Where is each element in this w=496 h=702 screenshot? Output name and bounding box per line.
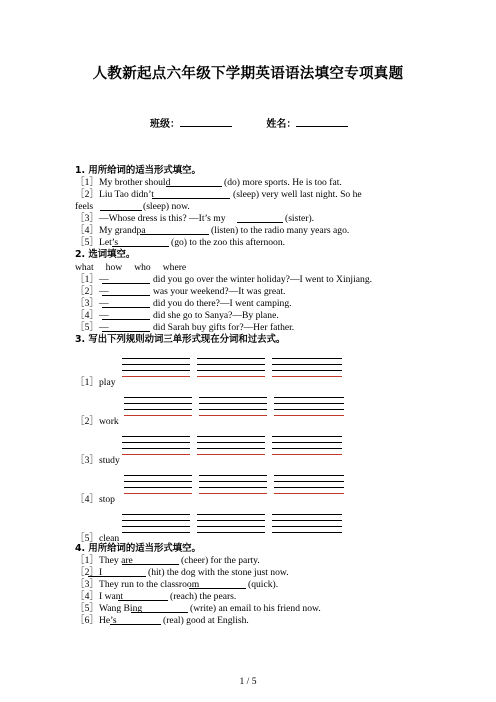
verb-form-blank[interactable] xyxy=(197,514,265,515)
verb-form-blank[interactable] xyxy=(272,358,342,359)
section1-heading: 1. 用所给词的适当形式填空。 xyxy=(75,165,201,176)
verb-form-blank[interactable] xyxy=(122,364,190,365)
item-number: ［1］ xyxy=(75,177,99,188)
verb-form-blank[interactable] xyxy=(274,409,344,410)
s1-item-3 xyxy=(75,213,226,225)
verb-form-blank[interactable] xyxy=(122,442,190,443)
verb-form-blank[interactable] xyxy=(122,514,190,515)
item-text-a: My brother should xyxy=(98,177,171,188)
s4-item-6-b: (real) good at English. xyxy=(163,615,249,626)
word-bank-item: how xyxy=(105,262,123,273)
word-bank-item: where xyxy=(162,262,187,273)
answer-blank[interactable] xyxy=(102,331,150,332)
verb-form-blank[interactable] xyxy=(197,526,265,527)
verb-form-blank[interactable] xyxy=(124,409,192,410)
verb-form-blank[interactable] xyxy=(199,397,267,398)
verb-form-blank[interactable] xyxy=(272,376,342,377)
s1-item-1-b: (do) more sports. He is too fat. xyxy=(224,177,342,188)
item-text-a: —Whose dress is this? —It’s my xyxy=(98,213,226,224)
section2-heading: 2. 选词填空。 xyxy=(75,249,136,260)
verb-form-blank[interactable] xyxy=(124,397,192,398)
verb-form-blank[interactable] xyxy=(124,415,192,416)
s4-item-5: ［5］Wang Bing xyxy=(75,603,143,614)
s1-item-2-cont-b: (sleep) now. xyxy=(143,201,190,212)
verb-form-blank[interactable] xyxy=(197,376,265,377)
verb-form-blank[interactable] xyxy=(274,487,344,488)
verb-form-blank[interactable] xyxy=(274,493,344,494)
s1-item-2 xyxy=(75,189,154,201)
section3-heading: 3. 写出下列规则动词三单形式现在分词和过去式。 xyxy=(75,334,286,345)
answer-blank[interactable] xyxy=(140,234,209,235)
item-text-a: feels xyxy=(75,201,94,212)
s4-item-2: ［2］I xyxy=(75,567,103,578)
item-number: ［2］ xyxy=(75,189,99,200)
verb-form-blank[interactable] xyxy=(122,532,190,533)
s4-item-6: ［6］He’s xyxy=(75,615,117,626)
answer-blank[interactable] xyxy=(110,624,161,625)
verb-row-play: ［1］play xyxy=(75,377,116,388)
verb-form-blank[interactable] xyxy=(124,493,192,494)
verb-form-blank[interactable] xyxy=(122,376,190,377)
verb-form-blank[interactable] xyxy=(197,442,265,443)
s4-item-3-b: (quick). xyxy=(248,579,279,590)
page-number: 1 / 5 xyxy=(239,676,257,687)
s4-item-1: ［1］They are xyxy=(75,555,133,566)
verb-form-blank[interactable] xyxy=(274,415,344,416)
s2-item-3: ［3］— xyxy=(75,298,109,309)
item-number: ［3］ xyxy=(75,213,99,224)
s2-item-1-b: did you go over the winter holiday?—I went to Xinjiang. xyxy=(153,274,373,285)
verb-form-blank[interactable] xyxy=(122,526,190,527)
s4-item-5-b: (write) an email to his friend now. xyxy=(190,603,321,614)
s2-item-1: ［1］— xyxy=(75,274,109,285)
s4-item-2-b: (hit) the dog with the stone just now. xyxy=(148,567,289,578)
verb-form-blank[interactable] xyxy=(124,403,192,404)
verb-form-blank[interactable] xyxy=(199,403,267,404)
answer-blank[interactable] xyxy=(102,307,150,308)
verb-form-blank[interactable] xyxy=(272,454,342,455)
verb-row-stop: ［4］stop xyxy=(75,494,115,505)
s2-item-4: ［4］— xyxy=(75,310,109,321)
item-number: ［4］ xyxy=(75,225,99,236)
page-title: 人教新起点六年级下学期英语语法填空专项真题 xyxy=(92,65,404,82)
verb-form-blank[interactable] xyxy=(197,364,265,365)
verb-form-blank[interactable] xyxy=(199,493,267,494)
verb-form-blank[interactable] xyxy=(274,403,344,404)
s1-item-1 xyxy=(75,177,170,189)
item-text-a: Liu Tao didn’t xyxy=(98,189,154,200)
word-bank xyxy=(75,262,198,273)
verb-form-blank[interactable] xyxy=(272,364,342,365)
answer-blank[interactable] xyxy=(237,222,283,223)
answer-blank[interactable] xyxy=(166,186,222,187)
answer-blank[interactable] xyxy=(102,295,150,296)
s1-item-3-b: (sister). xyxy=(285,213,315,224)
answer-blank[interactable] xyxy=(131,612,188,613)
answer-blank[interactable] xyxy=(122,564,179,565)
verb-row-clean: ［5］clean xyxy=(75,533,120,544)
student-info xyxy=(150,115,348,130)
verb-form-blank[interactable] xyxy=(199,409,267,410)
class-label: 班级： xyxy=(150,119,180,130)
verb-form-blank[interactable] xyxy=(122,454,190,455)
verb-form-blank[interactable] xyxy=(199,475,267,476)
verb-form-blank[interactable] xyxy=(122,370,190,371)
verb-form-blank[interactable] xyxy=(122,520,190,521)
section4-heading: 4. 用所给词的适当形式填空。 xyxy=(75,543,201,554)
verb-form-blank[interactable] xyxy=(197,436,265,437)
s4-item-4: ［4］I want xyxy=(75,591,124,602)
verb-form-blank[interactable] xyxy=(197,448,265,449)
verb-form-blank[interactable] xyxy=(122,436,190,437)
verb-form-blank[interactable] xyxy=(122,448,190,449)
verb-form-blank[interactable] xyxy=(272,436,342,437)
s1-item-5-b: (go) to the zoo this afternoon. xyxy=(171,237,286,248)
s2-item-5: ［5］— xyxy=(75,322,109,333)
s2-item-3-b: did you do there?—I went camping. xyxy=(153,298,292,309)
s4-item-1-b: (cheer) for the party. xyxy=(181,555,260,566)
verb-form-blank[interactable] xyxy=(197,370,265,371)
name-label: 姓名： xyxy=(266,119,297,130)
word-bank-item: what xyxy=(75,262,94,273)
verb-row-work: ［2］work xyxy=(75,416,119,427)
verb-form-blank[interactable] xyxy=(274,475,344,476)
verb-form-blank[interactable] xyxy=(272,448,342,449)
answer-blank[interactable] xyxy=(152,198,230,199)
answer-blank[interactable] xyxy=(112,246,169,247)
verb-form-blank[interactable] xyxy=(272,514,342,515)
s4-item-3: ［3］They run to the classroom xyxy=(75,579,200,590)
verb-form-blank[interactable] xyxy=(272,526,342,527)
answer-blank[interactable] xyxy=(102,283,150,284)
s1-item-4 xyxy=(75,225,146,237)
verb-form-blank[interactable] xyxy=(199,487,267,488)
class-blank[interactable] xyxy=(180,118,232,127)
answer-blank[interactable] xyxy=(88,576,146,577)
answer-blank[interactable] xyxy=(100,210,142,211)
s1-item-4-b: (listen) to the radio many years ago. xyxy=(211,225,350,236)
s1-item-5 xyxy=(75,237,118,249)
verb-form-blank[interactable] xyxy=(197,358,265,359)
answer-blank[interactable] xyxy=(189,588,246,589)
verb-row-study: ［3］study xyxy=(75,455,120,466)
answer-blank[interactable] xyxy=(102,319,150,320)
verb-form-blank[interactable] xyxy=(124,475,192,476)
verb-form-blank[interactable] xyxy=(197,532,265,533)
verb-form-blank[interactable] xyxy=(124,487,192,488)
s1-item-2-b: (sleep) very well last night. So he xyxy=(233,189,362,200)
item-text-a: My grandpa xyxy=(98,225,146,236)
word-bank-item: who xyxy=(134,262,151,273)
item-number: ［5］ xyxy=(75,237,99,248)
s2-item-2-b: was your weekend?—It was great. xyxy=(153,286,286,297)
verb-form-blank[interactable] xyxy=(124,481,192,482)
verb-form-blank[interactable] xyxy=(272,520,342,521)
s2-item-5-b: did Sarah buy gifts for?—Her father. xyxy=(153,322,295,333)
verb-form-blank[interactable] xyxy=(272,532,342,533)
item-text-a: Let’s xyxy=(98,237,119,248)
verb-form-blank[interactable] xyxy=(197,454,265,455)
name-blank[interactable] xyxy=(296,118,348,127)
verb-form-blank[interactable] xyxy=(274,481,344,482)
s2-item-2: ［2］— xyxy=(75,286,109,297)
s2-item-4-b: did she go to Sanya?—By plane. xyxy=(153,310,279,321)
s1-item-2-cont xyxy=(75,201,93,213)
verb-form-blank[interactable] xyxy=(199,481,267,482)
verb-form-blank[interactable] xyxy=(122,358,190,359)
verb-form-blank[interactable] xyxy=(199,415,267,416)
verb-form-blank[interactable] xyxy=(272,442,342,443)
verb-form-blank[interactable] xyxy=(272,370,342,371)
s4-item-4-b: (reach) the pears. xyxy=(170,591,237,602)
answer-blank[interactable] xyxy=(118,600,168,601)
verb-form-blank[interactable] xyxy=(274,397,344,398)
verb-form-blank[interactable] xyxy=(197,520,265,521)
